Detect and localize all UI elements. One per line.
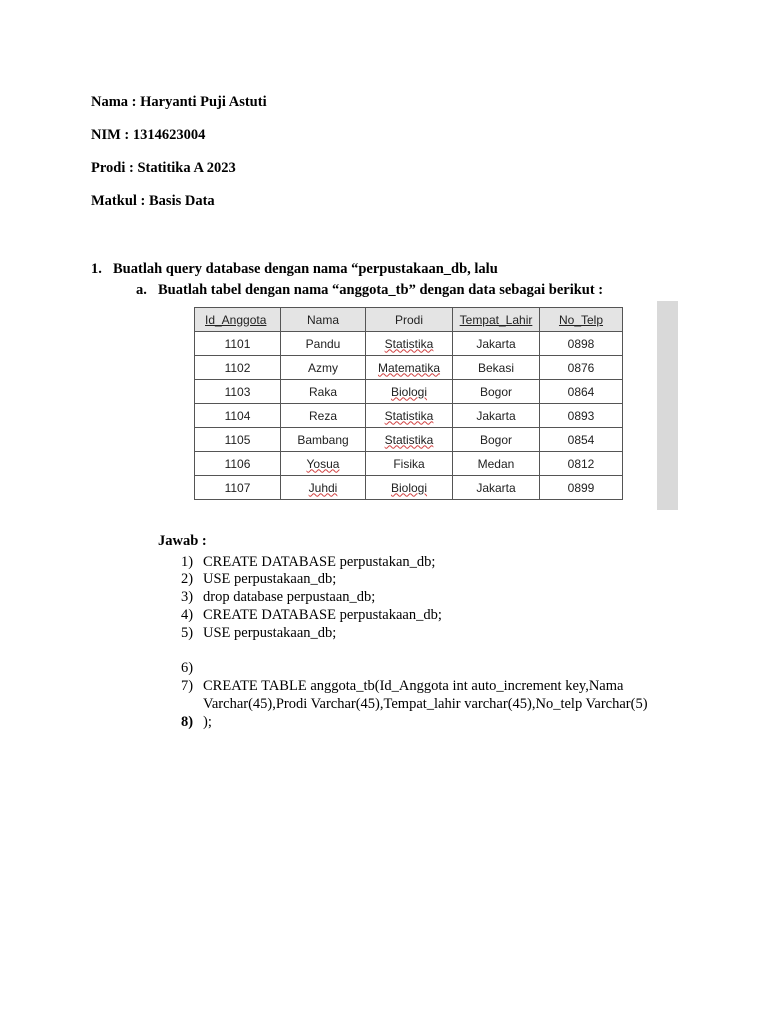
cell-id: 1107 bbox=[195, 476, 281, 500]
cell-no-telp: 0893 bbox=[540, 404, 623, 428]
cell-id: 1102 bbox=[195, 356, 281, 380]
subquestion-text: Buatlah tabel dengan nama “anggota_tb” dengan data sebagai berikut : bbox=[158, 282, 604, 298]
side-scroll-bar bbox=[657, 301, 678, 510]
cell-no-telp: 0898 bbox=[540, 332, 623, 356]
answer-number: 8) bbox=[181, 714, 194, 730]
answer-line: USE perpustakaan_db; bbox=[203, 625, 337, 641]
cell-prodi: Matematika bbox=[366, 356, 453, 380]
question-text: Buatlah query database dengan nama “perpustakaan_db, lalu bbox=[113, 261, 498, 277]
anggota-table bbox=[194, 307, 623, 500]
answer-number: 7) bbox=[181, 678, 194, 694]
cell-id: 1104 bbox=[195, 404, 281, 428]
cell-tempat-lahir: Bogor bbox=[453, 380, 540, 404]
answer-line: ); bbox=[203, 714, 212, 730]
cell-nama: Reza bbox=[281, 404, 366, 428]
question-number: 1. bbox=[91, 261, 102, 277]
answer-number: 3) bbox=[181, 589, 194, 605]
cell-nama: Azmy bbox=[281, 356, 366, 380]
cell-nama: Pandu bbox=[281, 332, 366, 356]
cell-prodi: Statistika bbox=[366, 404, 453, 428]
cell-prodi: Fisika bbox=[366, 452, 453, 476]
answer-line: CREATE DATABASE perpustakaan_db; bbox=[203, 607, 442, 623]
cell-prodi: Statistika bbox=[366, 428, 453, 452]
answer-line-continued: Varchar(45),Prodi Varchar(45),Tempat_lahir varchar(45),No_telp Varchar(5) bbox=[203, 696, 648, 712]
header-id-anggota: Id_Anggota bbox=[195, 308, 281, 332]
header-prodi: Prodi bbox=[366, 308, 453, 332]
cell-tempat-lahir: Jakarta bbox=[453, 404, 540, 428]
student-name: Nama : Haryanti Puji Astuti bbox=[91, 94, 267, 110]
table-row bbox=[195, 404, 623, 428]
table-row bbox=[195, 452, 623, 476]
cell-tempat-lahir: Jakarta bbox=[453, 332, 540, 356]
course-name: Matkul : Basis Data bbox=[91, 193, 215, 209]
table-row bbox=[195, 476, 623, 500]
table-header-row bbox=[195, 308, 623, 332]
cell-prodi: Statistika bbox=[366, 332, 453, 356]
cell-nama: Bambang bbox=[281, 428, 366, 452]
cell-no-telp: 0864 bbox=[540, 380, 623, 404]
answer-number: 2) bbox=[181, 571, 194, 587]
subquestion-label: a. bbox=[136, 282, 147, 298]
answer-line: drop database perpustaan_db; bbox=[203, 589, 376, 605]
answer-line: CREATE TABLE anggota_tb(Id_Anggota int auto_increment key,Nama bbox=[203, 678, 624, 694]
header-no-telp: No_Telp bbox=[540, 308, 623, 332]
table-row bbox=[195, 356, 623, 380]
cell-id: 1101 bbox=[195, 332, 281, 356]
cell-nama: Yosua bbox=[281, 452, 366, 476]
header-tempat-lahir: Tempat_Lahir bbox=[453, 308, 540, 332]
cell-no-telp: 0876 bbox=[540, 356, 623, 380]
cell-nama: Juhdi bbox=[281, 476, 366, 500]
cell-id: 1105 bbox=[195, 428, 281, 452]
answer-label: Jawab : bbox=[158, 533, 207, 549]
answer-number: 1) bbox=[181, 554, 194, 570]
answer-line: USE perpustakaan_db; bbox=[203, 571, 337, 587]
answer-number: 4) bbox=[181, 607, 194, 623]
cell-tempat-lahir: Bogor bbox=[453, 428, 540, 452]
table-row bbox=[195, 428, 623, 452]
cell-no-telp: 0812 bbox=[540, 452, 623, 476]
cell-prodi: Biologi bbox=[366, 476, 453, 500]
student-prodi: Prodi : Statitika A 2023 bbox=[91, 160, 236, 176]
cell-id: 1106 bbox=[195, 452, 281, 476]
student-nim: NIM : 1314623004 bbox=[91, 127, 206, 143]
answer-line: CREATE DATABASE perpustakan_db; bbox=[203, 554, 436, 570]
cell-no-telp: 0854 bbox=[540, 428, 623, 452]
answer-number: 6) bbox=[181, 660, 194, 676]
cell-tempat-lahir: Medan bbox=[453, 452, 540, 476]
cell-prodi: Biologi bbox=[366, 380, 453, 404]
cell-tempat-lahir: Bekasi bbox=[453, 356, 540, 380]
table-row bbox=[195, 380, 623, 404]
answer-number: 5) bbox=[181, 625, 194, 641]
cell-id: 1103 bbox=[195, 380, 281, 404]
header-nama: Nama bbox=[281, 308, 366, 332]
cell-no-telp: 0899 bbox=[540, 476, 623, 500]
table-row bbox=[195, 332, 623, 356]
cell-nama: Raka bbox=[281, 380, 366, 404]
cell-tempat-lahir: Jakarta bbox=[453, 476, 540, 500]
